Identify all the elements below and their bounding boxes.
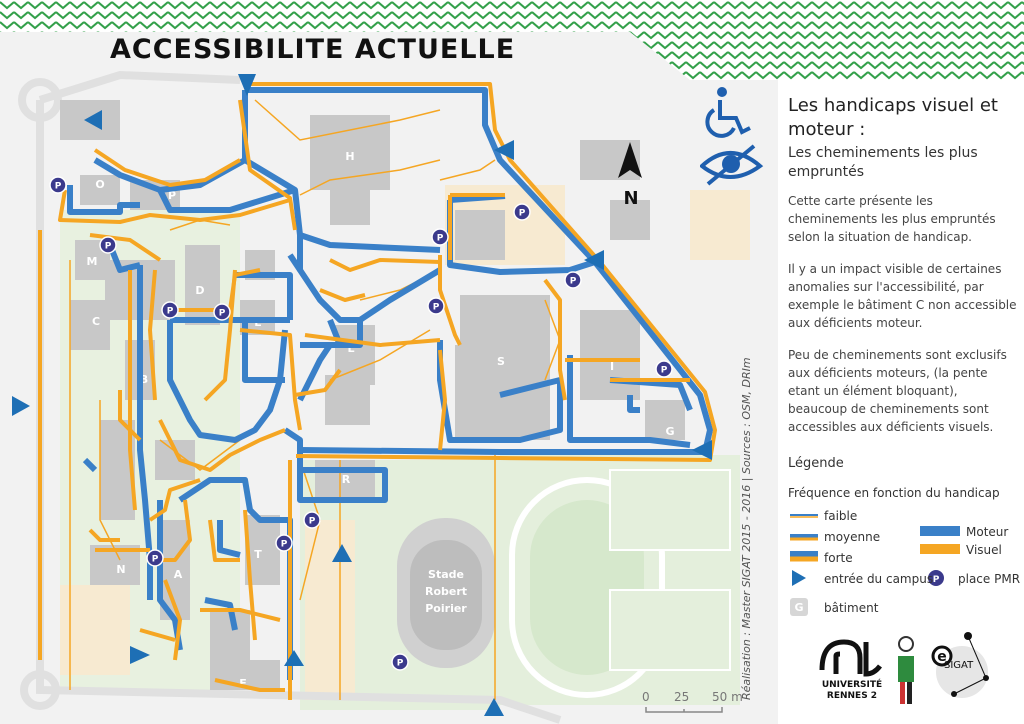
- building-I: [580, 310, 640, 400]
- scale-label-25: 25: [674, 690, 690, 704]
- building-label-G: G: [665, 425, 675, 438]
- svg-text:P: P: [396, 658, 404, 669]
- building-label-F: F: [239, 677, 247, 690]
- building-label-P: P: [167, 189, 177, 202]
- building-label-B: B: [139, 373, 149, 386]
- legend-forte-label: forte: [824, 551, 853, 565]
- pmr-marker: [162, 302, 178, 318]
- building: [460, 295, 550, 350]
- pmr-marker: [392, 654, 408, 670]
- pmr-marker: [214, 304, 230, 320]
- pmr-marker: [656, 361, 672, 377]
- pmr-marker: [514, 204, 530, 220]
- building-label-I: I: [609, 360, 615, 373]
- svg-text:P: P: [518, 208, 526, 219]
- building-label-E: E: [254, 316, 262, 329]
- legend-moteur-swatch: [920, 526, 960, 536]
- pmr-marker: [428, 298, 444, 314]
- svg-text:P: P: [280, 539, 288, 550]
- legend-pmr-label: place PMR: [958, 572, 1021, 586]
- panel-title: Les handicaps visuel et moteur :: [788, 95, 998, 140]
- stadium-label-line3: Poirier: [425, 602, 467, 615]
- student-figure-logo: [898, 637, 914, 704]
- legend-moteur-label: Moteur: [966, 525, 1009, 539]
- panel-subtitle: Les cheminements les plus empruntés: [788, 145, 978, 180]
- legend-subtitle: Fréquence en fonction du handicap: [788, 486, 1000, 500]
- credit-text: Réalisation : Master SIGAT 2015 - 2016 | Sources : OSM, DRIm: [740, 357, 753, 700]
- partner-logos: [814, 630, 1024, 724]
- legend-moyenne-label: moyenne: [824, 530, 881, 544]
- legend-entry-icon: [792, 570, 806, 586]
- scale-label-50: 50 m: [712, 690, 743, 704]
- svg-text:e: e: [937, 649, 947, 665]
- visual-impairment-icon: [702, 146, 760, 184]
- pmr-marker: [565, 272, 581, 288]
- svg-text:P: P: [166, 306, 174, 317]
- legend-visuel-swatch: [920, 544, 960, 554]
- sigat-label: SIGAT: [944, 660, 974, 671]
- pmr-marker: [276, 535, 292, 551]
- svg-text:P: P: [932, 575, 940, 585]
- scale-label-0: 0: [642, 690, 650, 704]
- building-C: [70, 300, 110, 350]
- pmr-marker: [432, 229, 448, 245]
- wheelchair-icon: [707, 87, 750, 136]
- building-label-M: M: [86, 255, 98, 268]
- building-label-D: D: [195, 284, 205, 297]
- legend-title: Légende: [788, 456, 844, 471]
- legend-faible-symbol: [790, 515, 818, 517]
- building-label-S: S: [497, 355, 505, 368]
- legend-building-label: bâtiment: [824, 601, 879, 615]
- universite-label: UNIVERSITÉ RENNES 2: [821, 680, 883, 701]
- svg-text:P: P: [432, 302, 440, 313]
- building-label-A: A: [173, 568, 183, 581]
- building-label-O: O: [95, 178, 105, 191]
- universite-rennes2-logo: [822, 642, 880, 674]
- pmr-marker: [304, 512, 320, 528]
- north-label: N: [623, 188, 639, 209]
- svg-text:P: P: [569, 276, 577, 287]
- building: [330, 185, 370, 225]
- svg-text:P: P: [151, 554, 159, 565]
- building: [455, 210, 505, 260]
- panel-paragraph-1: Cette carte présente les cheminements les plus empruntés selon la situation de handicap.: [788, 194, 996, 244]
- legend-moyenne-symbol: [790, 536, 818, 539]
- legend-forte-symbol: [790, 554, 818, 559]
- building-label-L: L: [347, 342, 355, 355]
- legend-faible-label: faible: [824, 509, 858, 523]
- building-label-T: T: [254, 548, 262, 561]
- svg-text:P: P: [104, 241, 112, 252]
- pmr-marker: [100, 237, 116, 253]
- panel-paragraph-3: Peu de cheminements sont exclusifs aux déficients moteurs, (la pente etant un élément bloquant), beaucoup de cheminements sont accessibles aux déficients visuels.: [788, 348, 1007, 434]
- building-label-H: H: [345, 150, 355, 163]
- pmr-marker: [50, 177, 66, 193]
- svg-text:P: P: [308, 516, 316, 527]
- svg-text:P: P: [218, 308, 226, 319]
- legend-entry-label: entrée du campus: [824, 572, 934, 586]
- stadium-robert-poirier: [397, 518, 495, 668]
- legend-visuel-label: Visuel: [966, 543, 1002, 557]
- building-label-R: R: [341, 473, 351, 486]
- pmr-marker: [147, 550, 163, 566]
- svg-text:P: P: [54, 181, 62, 192]
- building-label-N: N: [116, 563, 126, 576]
- svg-text:G: G: [794, 601, 804, 614]
- svg-text:P: P: [660, 365, 668, 376]
- stadium-label-line1: Stade: [428, 568, 464, 581]
- legend-building-icon: [790, 598, 808, 616]
- map-title: ACCESSIBILITE ACTUELLE: [110, 34, 516, 65]
- handicap-icons: [700, 84, 764, 194]
- stadium-label-line2: Robert: [424, 585, 468, 598]
- panel-paragraph-2: Il y a un impact visible de certaines anomalies sur l'accessibilité, par exemple le bâtiment C non accessible aux déficients moteur.: [788, 262, 1017, 330]
- svg-text:P: P: [436, 233, 444, 244]
- building-label-C: C: [91, 315, 101, 328]
